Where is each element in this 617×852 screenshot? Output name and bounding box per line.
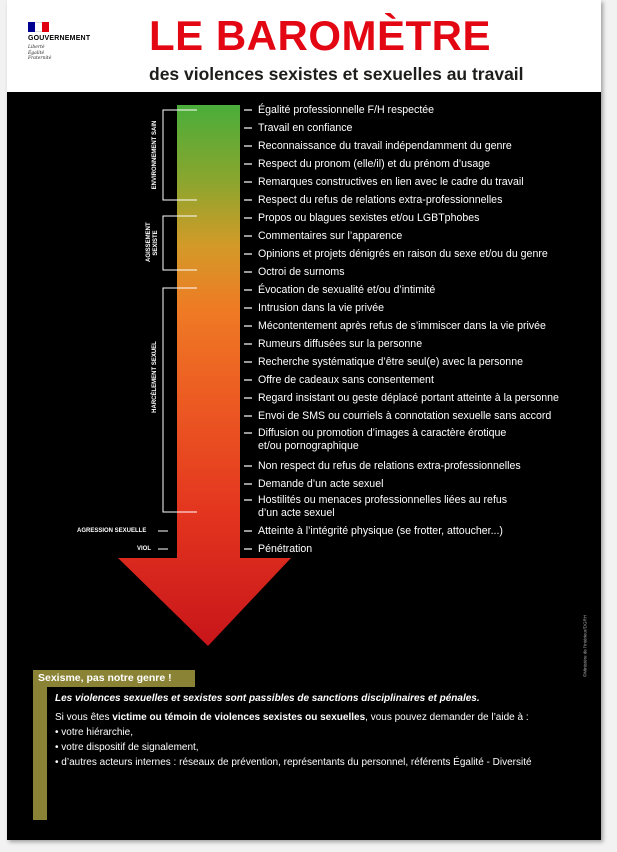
page-subtitle: des violences sexistes et sexuelles au travail: [149, 64, 524, 84]
label-agissement: AGISSEMENT SEXISTE: [146, 222, 159, 262]
poster: [7, 0, 601, 840]
barometer-item: Travail en confiance: [258, 122, 353, 134]
barometer-item: Atteinte à l’intégrité physique (se frotter, attoucher...): [258, 525, 503, 537]
gov-label: GOUVERNEMENT: [28, 35, 91, 42]
barometer-item: Propos ou blagues sexistes et/ou LGBTphobes: [258, 212, 480, 224]
barometer-item: Respect du refus de relations extra-professionnelles: [258, 194, 503, 206]
infobox-bullet: • votre hiérarchie,: [55, 727, 133, 738]
barometer-item: Évocation de sexualité et/ou d’intimité: [258, 284, 436, 296]
label-env-sain: ENVIRONNEMENT SAIN: [152, 120, 158, 190]
barometer-item: Hostilités ou menaces professionnelles liées au refus: [258, 494, 508, 506]
barometer-item: Recherche systématique d’être seul(e) avec la personne: [258, 356, 523, 368]
barometer-item: Intrusion dans la vie privée: [258, 302, 385, 314]
barometer-item: Octroi de surnoms: [258, 266, 345, 278]
barometer-item: Commentaires sur l’apparence: [258, 230, 403, 242]
infobox-sanctions: Les violences sexuelles et sexistes sont passibles de sanctions disciplinaires et pénales.: [55, 693, 480, 704]
barometer-item: Opinions et projets dénigrés en raison du sexe et/ou du genre: [258, 248, 548, 260]
barometer-item: Regard insistant ou geste déplacé portant atteinte à la personne: [258, 392, 559, 404]
infobox-intro: Si vous êtes victime ou témoin de violences sexistes ou sexuelles, vous pouvez demander de l’aide à :: [55, 712, 529, 723]
label-harcelement: HARCÈLEMENT SEXUEL: [152, 341, 158, 413]
label-agression: AGRESSION SEXUELLE: [77, 528, 147, 534]
barometer-item: Reconnaissance du travail indépendamment du genre: [258, 140, 512, 152]
label-viol: VIOL: [137, 546, 152, 552]
barometer-item: Égalité professionnelle F/H respectée: [258, 104, 435, 116]
barometer-item: Rumeurs diffusées sur la personne: [258, 338, 423, 350]
barometer-item: et/ou pornographique: [258, 440, 359, 452]
barometer-item: Remarques constructives en lien avec le cadre du travail: [258, 176, 524, 188]
page-title: LE BAROMÈTRE: [149, 12, 491, 59]
infobox-title: Sexisme, pas notre genre !: [33, 670, 195, 687]
infobox-bullet: • votre dispositif de signalement,: [55, 742, 199, 753]
barometer-item: Non respect du refus de relations extra-professionnelles: [258, 460, 521, 472]
infobox-accent-bar: [33, 687, 47, 820]
photo-credit: ©Ministère de l'Intérieur/DGRH: [582, 615, 588, 677]
barometer-item: Demande d’un acte sexuel: [258, 478, 384, 490]
barometer-item: Envoi de SMS ou courriels à connotation sexuelle sans accord: [258, 410, 552, 422]
barometer-item: Mécontentement après refus de s’immiscer dans la vie privée: [258, 320, 546, 332]
barometer-item: d’un acte sexuel: [258, 507, 335, 519]
right-ticks: [244, 110, 252, 549]
barometer-item: Pénétration: [258, 543, 313, 555]
barometer-item: Offre de cadeaux sans consentement: [258, 374, 434, 386]
barometer-item: Diffusion ou promotion d’images à caractère érotique: [258, 427, 507, 439]
infobox-bullet: • d’autres acteurs internes : réseaux de prévention, représentants du personnel, référents Égalité - Diversité: [55, 757, 532, 768]
barometer-item: Respect du pronom (elle/il) et du prénom d’usage: [258, 158, 491, 170]
gov-motto: Liberté Égalité Fraternité: [28, 45, 52, 61]
